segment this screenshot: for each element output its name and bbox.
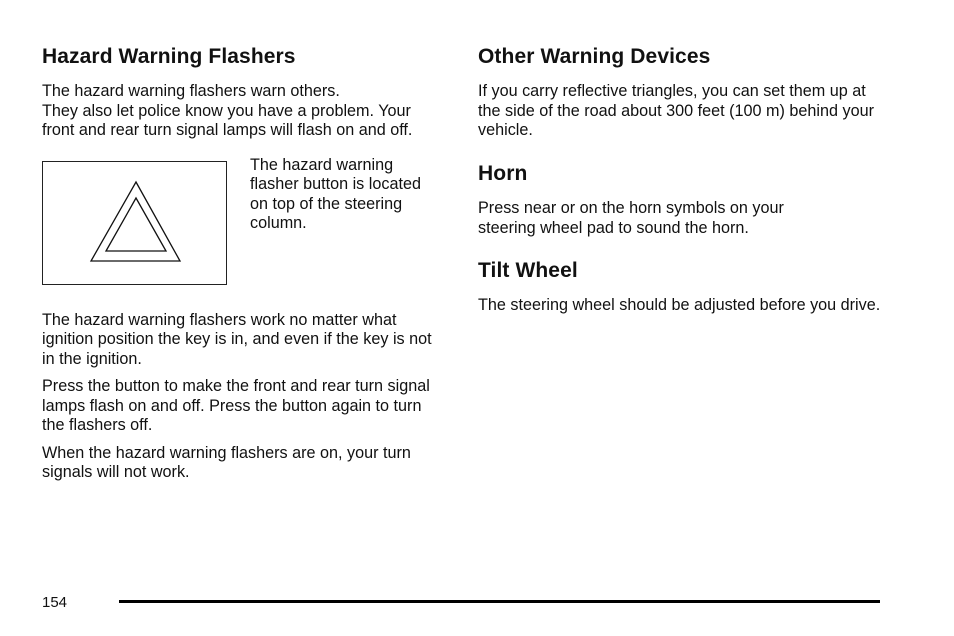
hazard-triangle-outer bbox=[91, 182, 180, 261]
footer-rule bbox=[119, 600, 880, 603]
right-column bbox=[478, 44, 888, 324]
hazard-paragraph-3: When the hazard warning flashers are on, your turn signals will not work. bbox=[42, 443, 411, 482]
intro-line-2: They also let police know you have a problem. Your front and rear turn signal lamps will flash on and off. bbox=[42, 101, 413, 140]
tilt-wheel-heading: Tilt Wheel bbox=[478, 259, 578, 282]
hazard-triangle-icon bbox=[43, 162, 228, 286]
intro-line-1: The hazard warning flashers warn others. bbox=[42, 82, 340, 101]
tilt-wheel-text: The steering wheel should be adjusted before you drive. bbox=[478, 296, 881, 315]
hazard-triangle-inner bbox=[106, 198, 166, 251]
other-warning-devices-text: If you carry reflective triangles, you can set them up at the side of the road about 300 feet (100 m) behind your vehicle. bbox=[478, 82, 874, 140]
horn-heading: Horn bbox=[478, 161, 528, 185]
hazard-paragraph-2: Press the button to make the front and rear turn signal lamps flash on and off. Press the button again to turn the flashers off. bbox=[42, 377, 430, 435]
hazard-paragraph-1: The hazard warning flashers work no matter what ignition position the key is in, and even if the key is not in the ignition. bbox=[42, 310, 432, 368]
page-number: 154 bbox=[42, 594, 68, 611]
other-warning-devices-heading: Other Warning Devices bbox=[478, 45, 711, 68]
hazard-figure bbox=[42, 155, 442, 285]
hazard-button-illustration bbox=[42, 161, 227, 285]
hazard-warning-flashers-heading: Hazard Warning Flashers bbox=[42, 45, 296, 68]
left-column bbox=[42, 44, 442, 491]
hazard-figure-caption: The hazard warning flasher button is located on top of the steering column. bbox=[250, 155, 421, 233]
horn-text: Press near or on the horn symbols on your steering wheel pad to sound the horn. bbox=[478, 199, 784, 237]
